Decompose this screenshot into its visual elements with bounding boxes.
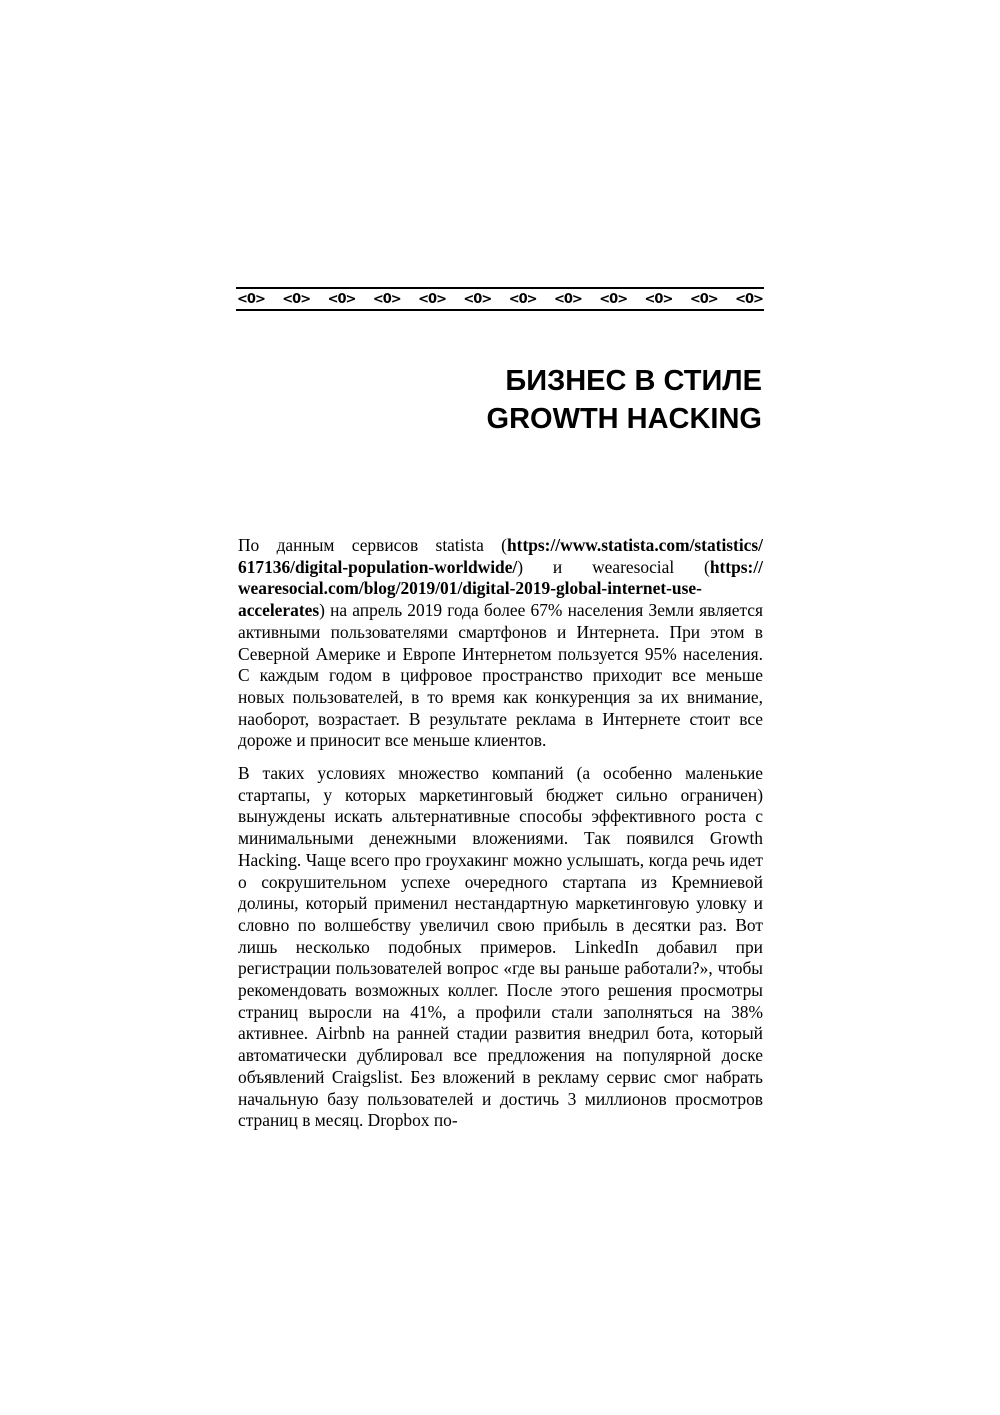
deco-glyph: <0> bbox=[282, 291, 311, 307]
paragraph-1-text-a: По данным сервисов statista ( bbox=[238, 535, 507, 555]
deco-glyph: <0> bbox=[644, 291, 673, 307]
deco-glyph: <0> bbox=[689, 291, 718, 307]
deco-glyph: <0> bbox=[735, 291, 763, 307]
deco-glyph: <0> bbox=[463, 291, 492, 307]
body-text bbox=[238, 535, 763, 1132]
chapter-title bbox=[487, 362, 762, 438]
deco-glyph: <0> bbox=[372, 291, 401, 307]
deco-glyph: <0> bbox=[237, 291, 265, 307]
deco-glyph: <0> bbox=[418, 291, 446, 307]
paragraph-1 bbox=[238, 535, 763, 752]
deco-glyph: <0> bbox=[508, 291, 537, 307]
paragraph-1-text-b: ) и wearesocial ( bbox=[517, 556, 710, 577]
deco-glyph: <0> bbox=[327, 291, 356, 307]
wearesocial-link: https:/​/​wearesocial.com/​blog/​2019/​01/​digital-2019-global-internet-use-accelerates bbox=[238, 556, 763, 621]
chapter-title-line-2: GROWTH HACKING bbox=[486, 403, 762, 435]
paragraph-1-text-c: ) на апрель 2019 года более 67% населения Земли является активными пользователями смартфонов и Интернета. При этом в Северной Америке и Европе Интернетом пользуется 95% населения. С каждым годом в цифровое пространство приходит все меньше новых пользователей, в то время как конкуренция за их внимание, наоборот, возрастает. В результате реклама в Интернете стоит все дороже и приносит все меньше клиентов. bbox=[238, 600, 763, 751]
chapter-title-line-1: БИЗНЕС В СТИЛЕ bbox=[505, 365, 762, 397]
statista-link: https:/​/​www.statista.com/​statistics/​617136/​digital-population-worldwide/​ bbox=[238, 535, 763, 577]
deco-glyph: <0> bbox=[599, 291, 628, 307]
deco-glyph: <0> bbox=[553, 291, 582, 307]
paragraph-2: В таких условиях множество компаний (а особенно маленькие стартапы, у которых маркетинговый бюджет сильно ограничен) вынуждены искать альтернативные способы эффективного роста с минимальными денежными вложениями. Так появился Growth Hacking. Чаще всего про гроухакинг можно услышать, когда речь идет о сокрушительном успехе очередного стартапа из Кремниевой долины, который применил нестандартную маркетинговую уловку и словно по волшебству увеличил свою прибыль в десятки раз. Вот лишь несколько подобных примеров. LinkedIn добавил при регистрации пользователей вопрос «где вы раньше работали?», чтобы рекомендовать возможных коллег. После этого решения просмотры страниц выросли на 41%, а профили стали заполняться на 38% активнее. Airbnb на ранней стадии развития внедрил бота, который автоматически дублировал все предложения на популярной доске объявлений Craigslist. Без вложений в рекламу сервис смог набрать начальную базу пользователей и достичь 3 миллионов просмотров страниц в месяц. Dropbox по- bbox=[238, 763, 763, 1131]
chapter-decoration-rule bbox=[236, 287, 764, 311]
